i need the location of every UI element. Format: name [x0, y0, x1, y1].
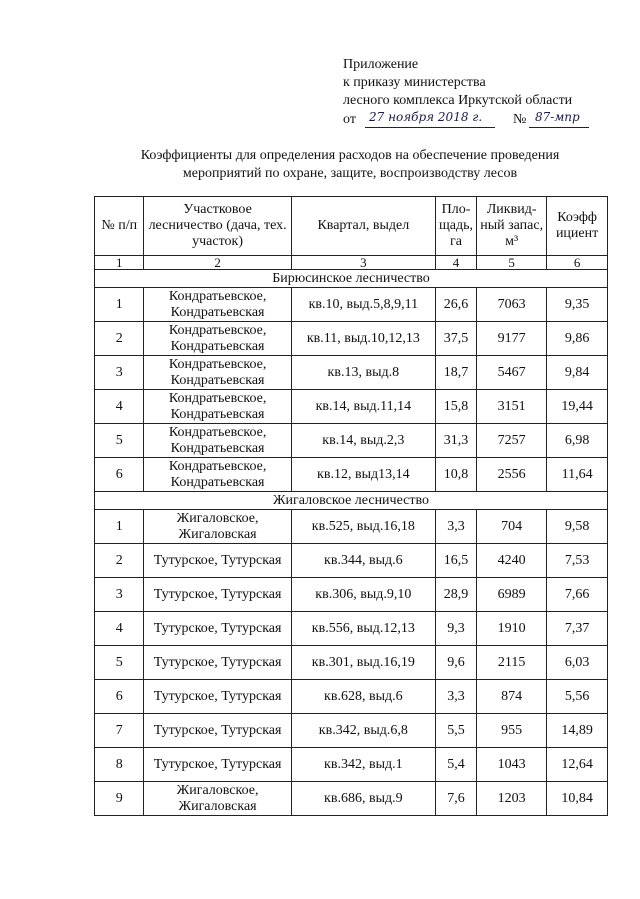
row-stock: 1043 — [477, 748, 547, 782]
row-number: 5 — [95, 424, 144, 458]
number-underline — [529, 127, 589, 128]
title-line-1: Коэффициенты для определения расходов на обеспечение проведения — [140, 148, 560, 163]
row-block: кв.12, выд13,14 — [291, 458, 435, 492]
row-forestry: Тутурское, Тутурская — [144, 680, 291, 714]
table-row — [95, 458, 608, 492]
column-number: 1 — [95, 256, 144, 270]
order-date-number-line — [343, 110, 593, 130]
row-stock: 874 — [477, 680, 547, 714]
row-area: 5,5 — [435, 714, 476, 748]
row-stock: 6989 — [477, 578, 547, 612]
row-area: 18,7 — [435, 356, 476, 390]
row-forestry: Кондратьевское, Кондратьевская — [144, 288, 291, 322]
column-number: 2 — [144, 256, 291, 270]
table-row — [95, 288, 608, 322]
column-number: 3 — [291, 256, 435, 270]
row-stock: 4240 — [477, 544, 547, 578]
table-row — [95, 748, 608, 782]
row-stock: 2115 — [477, 646, 547, 680]
row-block: кв.301, выд.16,19 — [291, 646, 435, 680]
row-block: кв.342, выд.6,8 — [291, 714, 435, 748]
row-stock: 7257 — [477, 424, 547, 458]
row-number: 5 — [95, 646, 144, 680]
appendix-line-2: к приказу министерства — [343, 75, 486, 90]
row-block: кв.306, выд.9,10 — [291, 578, 435, 612]
row-block: кв.525, выд.16,18 — [291, 510, 435, 544]
table-row — [95, 510, 608, 544]
row-forestry: Жигаловское, Жигаловская — [144, 782, 291, 816]
appendix-line-1: Приложение — [343, 57, 419, 72]
row-area: 3,3 — [435, 510, 476, 544]
row-coef: 19,44 — [547, 390, 608, 424]
column-number: 5 — [477, 256, 547, 270]
row-number: 3 — [95, 356, 144, 390]
row-coef: 14,89 — [547, 714, 608, 748]
row-number: 6 — [95, 458, 144, 492]
section-row — [95, 270, 608, 288]
row-number: 4 — [95, 390, 144, 424]
row-stock: 2556 — [477, 458, 547, 492]
row-coef: 7,37 — [547, 612, 608, 646]
table-row — [95, 424, 608, 458]
row-coef: 6,98 — [547, 424, 608, 458]
column-number-row — [95, 256, 608, 270]
row-coef: 7,53 — [547, 544, 608, 578]
row-area: 15,8 — [435, 390, 476, 424]
row-block: кв.14, выд.11,14 — [291, 390, 435, 424]
row-stock: 7063 — [477, 288, 547, 322]
row-stock: 5467 — [477, 356, 547, 390]
row-forestry: Кондратьевское, Кондратьевская — [144, 390, 291, 424]
row-area: 5,4 — [435, 748, 476, 782]
row-stock: 1910 — [477, 612, 547, 646]
table-row — [95, 646, 608, 680]
column-number: 6 — [547, 256, 608, 270]
title-line-2: мероприятий по охране, защите, воспроизводству лесов — [182, 166, 518, 181]
row-forestry: Тутурское, Тутурская — [144, 612, 291, 646]
table-row — [95, 544, 608, 578]
table-header-row — [95, 197, 608, 256]
row-forestry: Тутурское, Тутурская — [144, 714, 291, 748]
table-row — [95, 612, 608, 646]
row-forestry: Тутурское, Тутурская — [144, 646, 291, 680]
section-title: Жигаловское лесничество — [95, 492, 608, 510]
row-forestry: Кондратьевское, Кондратьевская — [144, 322, 291, 356]
header-area: Пло-щадь, га — [435, 197, 476, 256]
table-row — [95, 782, 608, 816]
row-block: кв.11, выд.10,12,13 — [291, 322, 435, 356]
row-coef: 5,56 — [547, 680, 608, 714]
row-coef: 9,58 — [547, 510, 608, 544]
row-coef: 12,64 — [547, 748, 608, 782]
row-area: 10,8 — [435, 458, 476, 492]
row-area: 3,3 — [435, 680, 476, 714]
handwritten-date: 27 ноября 2018 г. — [369, 110, 483, 124]
row-area: 9,3 — [435, 612, 476, 646]
row-number: 4 — [95, 612, 144, 646]
row-block: кв.344, выд.6 — [291, 544, 435, 578]
row-area: 9,6 — [435, 646, 476, 680]
header-stock: Ликвид-ный запас, м³ — [477, 197, 547, 256]
from-label: от — [343, 112, 356, 127]
row-area: 26,6 — [435, 288, 476, 322]
coefficients-table — [94, 196, 608, 816]
row-forestry: Кондратьевское, Кондратьевская — [144, 356, 291, 390]
appendix-header — [343, 56, 572, 110]
row-number: 8 — [95, 748, 144, 782]
row-number: 6 — [95, 680, 144, 714]
row-forestry: Тутурское, Тутурская — [144, 544, 291, 578]
row-area: 28,9 — [435, 578, 476, 612]
row-area: 16,5 — [435, 544, 476, 578]
handwritten-number: 87-мпр — [535, 110, 580, 124]
number-label: № — [513, 112, 527, 127]
row-forestry: Жигаловское, Жигаловская — [144, 510, 291, 544]
row-forestry: Кондратьевское, Кондратьевская — [144, 424, 291, 458]
row-block: кв.13, выд.8 — [291, 356, 435, 390]
row-number: 1 — [95, 510, 144, 544]
row-stock: 1203 — [477, 782, 547, 816]
table-row — [95, 578, 608, 612]
header-coef: Коэфф ициент — [547, 197, 608, 256]
row-area: 37,5 — [435, 322, 476, 356]
row-block: кв.628, выд.6 — [291, 680, 435, 714]
row-block: кв.10, выд.5,8,9,11 — [291, 288, 435, 322]
table-row — [95, 356, 608, 390]
row-coef: 6,03 — [547, 646, 608, 680]
document-title — [100, 147, 600, 183]
row-coef: 9,86 — [547, 322, 608, 356]
header-num: № п/п — [95, 197, 144, 256]
row-coef: 11,64 — [547, 458, 608, 492]
row-block: кв.686, выд.9 — [291, 782, 435, 816]
row-area: 7,6 — [435, 782, 476, 816]
date-underline — [365, 127, 495, 128]
column-number: 4 — [435, 256, 476, 270]
row-block: кв.342, выд.1 — [291, 748, 435, 782]
row-coef: 10,84 — [547, 782, 608, 816]
section-title: Бирюсинское лесничество — [95, 270, 608, 288]
row-stock: 3151 — [477, 390, 547, 424]
section-row — [95, 492, 608, 510]
row-number: 9 — [95, 782, 144, 816]
table-row — [95, 714, 608, 748]
row-number: 2 — [95, 544, 144, 578]
header-forestry: Участковое лесничество (дача, тех. участок) — [144, 197, 291, 256]
row-stock: 704 — [477, 510, 547, 544]
table-row — [95, 390, 608, 424]
row-block: кв.14, выд.2,3 — [291, 424, 435, 458]
row-forestry: Кондратьевское, Кондратьевская — [144, 458, 291, 492]
row-number: 1 — [95, 288, 144, 322]
row-stock: 9177 — [477, 322, 547, 356]
row-coef: 9,35 — [547, 288, 608, 322]
row-forestry: Тутурское, Тутурская — [144, 578, 291, 612]
table-row — [95, 322, 608, 356]
row-stock: 955 — [477, 714, 547, 748]
row-number: 3 — [95, 578, 144, 612]
row-coef: 7,66 — [547, 578, 608, 612]
row-block: кв.556, выд.12,13 — [291, 612, 435, 646]
row-area: 31,3 — [435, 424, 476, 458]
row-number: 2 — [95, 322, 144, 356]
table-row — [95, 680, 608, 714]
row-coef: 9,84 — [547, 356, 608, 390]
header-block: Квартал, выдел — [291, 197, 435, 256]
row-number: 7 — [95, 714, 144, 748]
appendix-line-3: лесного комплекса Иркутской области — [343, 93, 573, 108]
row-forestry: Тутурское, Тутурская — [144, 748, 291, 782]
